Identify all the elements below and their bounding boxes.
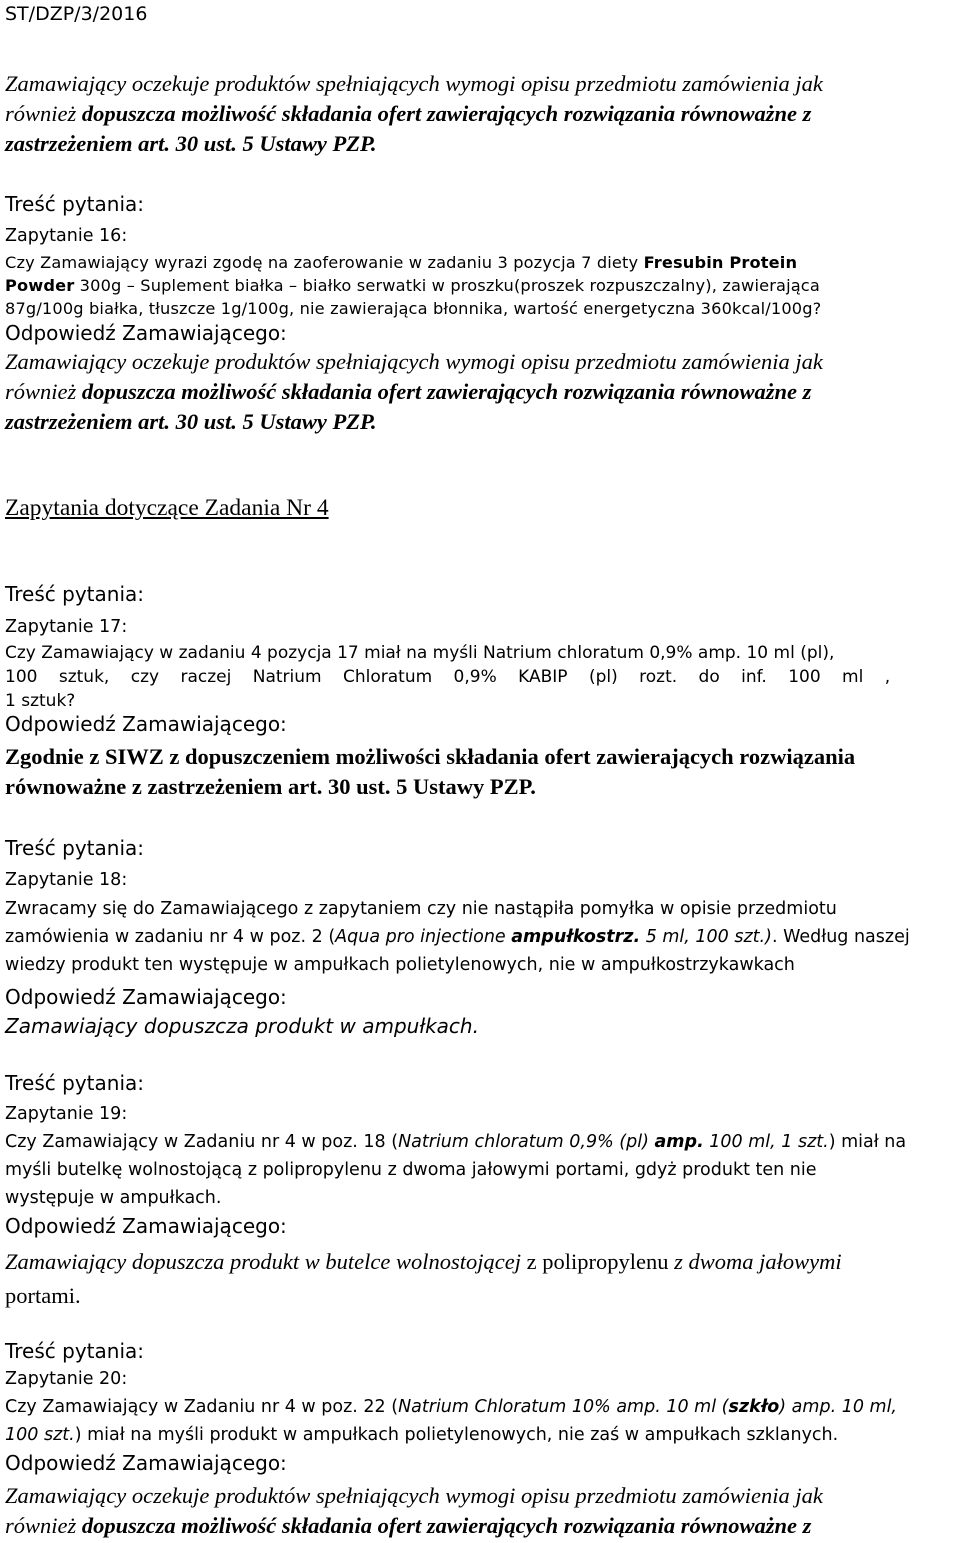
answer-label: Odpowiedź Zamawiającego: xyxy=(5,985,287,1009)
question-text: . Według naszej xyxy=(771,927,910,947)
answer-line xyxy=(5,377,955,407)
question-text: 300g – Suplement białka – białko serwatki w proszku(proszek rozpuszczalny), zawierająca xyxy=(74,276,820,295)
question-body xyxy=(5,1128,955,1212)
question-label: Treść pytania: xyxy=(5,1339,144,1363)
answer-body xyxy=(5,742,955,802)
question-body xyxy=(5,895,955,979)
product-name: Natrium Chloratum 10% amp. 10 ml ( xyxy=(398,1397,729,1417)
answer-text: Zamawiający dopuszcza produkt w butelce wolnostojącej xyxy=(5,1249,521,1274)
question-line: 100 sztuk, czy raczej Natrium Chloratum 0,9% KABIP (pl) rozt. do inf. 100 ml , xyxy=(5,667,891,687)
question-line xyxy=(5,1393,955,1421)
question-text: Czy Zamawiający w Zadaniu nr 4 w poz. 18 ( xyxy=(5,1132,399,1152)
question-text: ) miał na myśli produkt w ampułkach polietylenowych, nie zaś w ampułkach szklanych. xyxy=(74,1425,839,1445)
question-label: Treść pytania: xyxy=(5,1071,144,1095)
product-spec: 100 szt. xyxy=(5,1425,75,1445)
answer-text: również xyxy=(5,379,82,404)
answer-continuation xyxy=(5,69,955,159)
answer-body xyxy=(5,1481,955,1541)
answer-line xyxy=(5,99,955,129)
product-spec: ) amp. 10 ml, xyxy=(779,1397,897,1417)
answer-label: Odpowiedź Zamawiającego: xyxy=(5,321,287,345)
question-body xyxy=(5,1393,955,1449)
question-line xyxy=(5,251,955,274)
question-number: Zapytanie 17: xyxy=(5,617,128,637)
question-body xyxy=(5,251,955,320)
question-number: Zapytanie 16: xyxy=(5,226,128,246)
answer-text-bold: dopuszcza możliwość składania ofert zawierających rozwiązania równoważne z xyxy=(81,101,812,126)
product-name: Aqua pro injectione xyxy=(335,927,512,947)
product-form: ampułkostrz. xyxy=(511,927,641,947)
product-form: amp. xyxy=(654,1132,704,1152)
answer-text-bold: dopuszcza możliwość składania ofert zawierających rozwiązania równoważne z xyxy=(81,379,812,404)
question-line: 1 sztuk? xyxy=(5,691,76,711)
question-line xyxy=(5,1421,955,1449)
answer-label: Odpowiedź Zamawiającego: xyxy=(5,1451,287,1475)
answer-line: Zamawiający oczekuje produktów spełniających wymogi opisu przedmiotu zamówienia jak xyxy=(5,349,823,374)
answer-text: z dwoma jałowymi xyxy=(674,1249,842,1274)
question-line: wiedzy produkt ten występuje w ampułkach polietylenowych, nie w ampułkostrzykawkach xyxy=(5,955,795,975)
answer-line: Zgodnie z SIWZ z dopuszczeniem możliwości składania ofert zawierających rozwiązania xyxy=(5,744,856,769)
product-name: Natrium chloratum 0,9% (pl) xyxy=(398,1132,655,1152)
answer-text: również xyxy=(5,101,82,126)
answer-line: portami. xyxy=(5,1283,81,1308)
answer-line: zastrzeżeniem art. 30 ust. 5 Ustawy PZP. xyxy=(5,131,377,156)
answer-line: Zamawiający oczekuje produktów spełniających wymogi opisu przedmiotu zamówienia jak xyxy=(5,71,823,96)
question-line: występuje w ampułkach. xyxy=(5,1188,222,1208)
question-text: ) miał na xyxy=(828,1132,907,1152)
question-label: Treść pytania: xyxy=(5,192,144,216)
question-line xyxy=(5,923,955,951)
question-number: Zapytanie 20: xyxy=(5,1369,128,1389)
product-spec: 100 ml, 1 szt. xyxy=(703,1132,829,1152)
answer-body xyxy=(5,347,955,437)
question-line: 87g/100g białka, tłuszcze 1g/100g, nie zawierająca błonnika, wartość energetyczna 360kcal/100g? xyxy=(5,299,822,318)
question-text: zamówienia w zadaniu nr 4 w poz. 2 ( xyxy=(5,927,336,947)
answer-body: Zamawiający dopuszcza produkt w ampułkach. xyxy=(5,1014,479,1038)
document-reference: ST/DZP/3/2016 xyxy=(5,3,148,25)
question-line: Zwracamy się do Zamawiającego z zapytaniem czy nie nastąpiła pomyłka w opisie przedmiotu xyxy=(5,899,837,919)
question-line: myśli butelkę wolnostojącą z polipropylenu z dwoma jałowymi portami, gdyż produkt ten nie xyxy=(5,1160,817,1180)
answer-text: z polipropylenu xyxy=(521,1249,675,1274)
section-title: Zapytania dotyczące Zadania Nr 4 xyxy=(5,495,329,521)
answer-line xyxy=(5,1511,955,1541)
answer-body xyxy=(5,1245,955,1313)
question-line xyxy=(5,274,955,297)
question-label: Treść pytania: xyxy=(5,582,144,606)
question-label: Treść pytania: xyxy=(5,836,144,860)
answer-text: również xyxy=(5,1513,82,1538)
question-line xyxy=(5,1128,955,1156)
question-number: Zapytanie 19: xyxy=(5,1104,128,1124)
answer-text-bold: dopuszcza możliwość składania ofert zawierających rozwiązania równoważne z xyxy=(81,1513,812,1538)
question-body xyxy=(5,641,955,713)
product-name: Powder xyxy=(5,276,75,295)
answer-label: Odpowiedź Zamawiającego: xyxy=(5,1214,287,1238)
product-material: szkło xyxy=(728,1397,780,1417)
question-text: Czy Zamawiający w Zadaniu nr 4 w poz. 22 ( xyxy=(5,1397,399,1417)
answer-line: zastrzeżeniem art. 30 ust. 5 Ustawy PZP. xyxy=(5,409,377,434)
answer-label: Odpowiedź Zamawiającego: xyxy=(5,712,287,736)
answer-line: Zamawiający oczekuje produktów spełniających wymogi opisu przedmiotu zamówienia jak xyxy=(5,1483,823,1508)
question-line: Czy Zamawiający w zadaniu 4 pozycja 17 miał na myśli Natrium chloratum 0,9% amp. 10 ml (pl), xyxy=(5,643,835,663)
product-name: Fresubin Protein xyxy=(643,253,798,272)
answer-line: równoważne z zastrzeżeniem art. 30 ust. 5 Ustawy PZP. xyxy=(5,774,536,799)
answer-line xyxy=(5,1245,955,1279)
question-number: Zapytanie 18: xyxy=(5,870,128,890)
product-spec: 5 ml, 100 szt.) xyxy=(640,927,772,947)
question-text: Czy Zamawiający wyrazi zgodę na zaoferowanie w zadaniu 3 pozycja 7 diety xyxy=(5,253,644,272)
